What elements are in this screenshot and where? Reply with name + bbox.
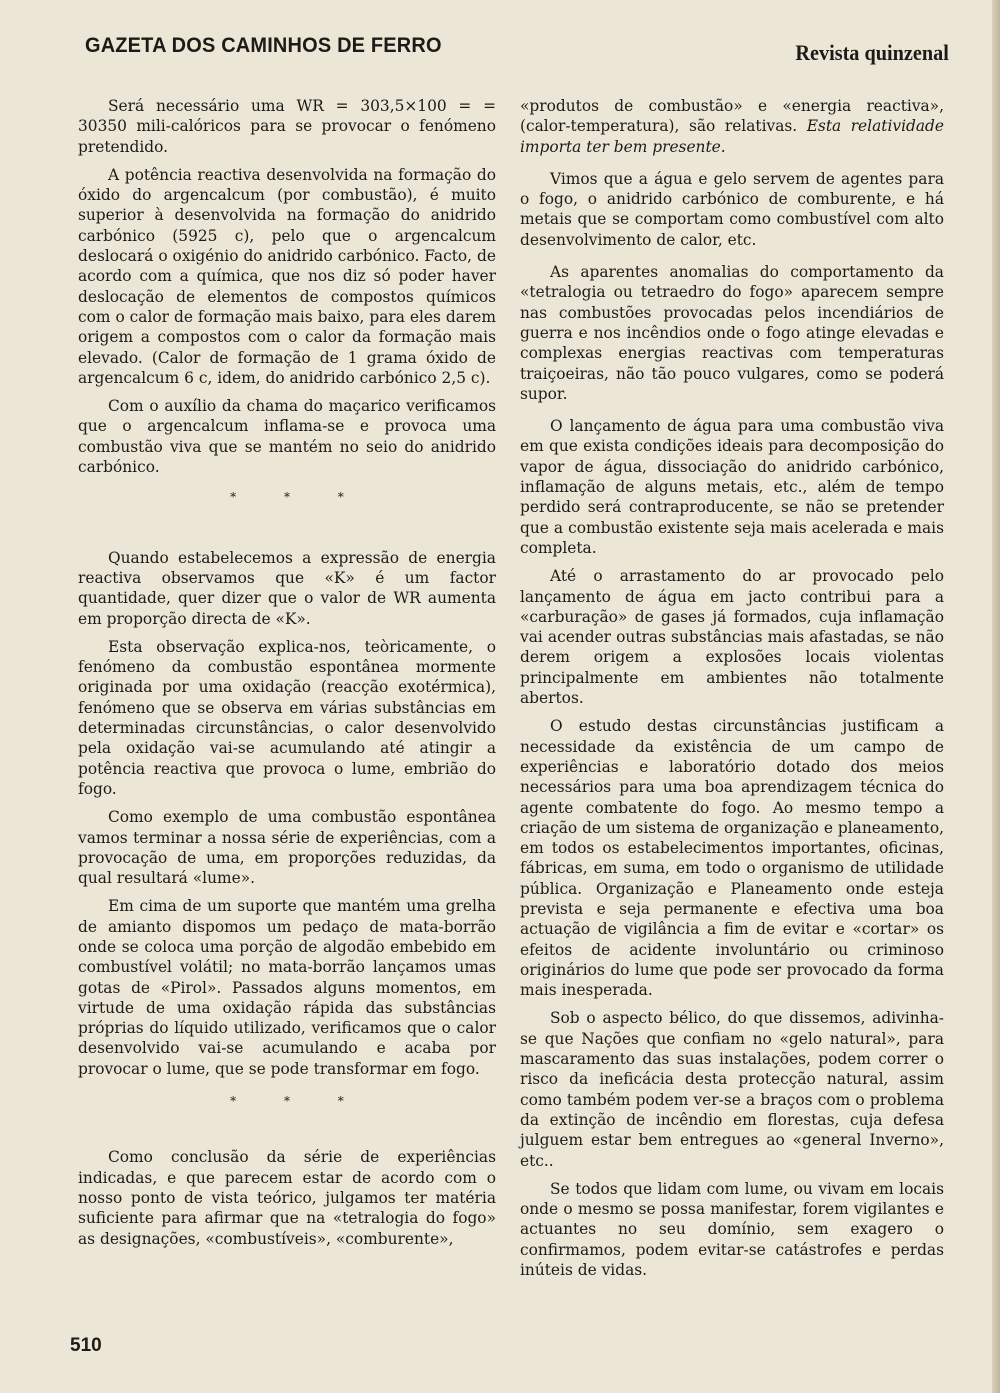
paragraph: Como exemplo de uma combustão espontânea vamos terminar a nossa série de experiências, com a provocação de uma, em proporções reduzidas, da qual resultará «lume». [78, 808, 496, 888]
paragraph: Com o auxílio da chama do maçarico verificamos que o argencalcum inflama-se e provoca uma combustão viva que se mantém no seio do anidrido carbónico. [78, 397, 496, 477]
left-column [78, 96, 496, 1257]
paragraph: Será necessário uma WR = 303,5×100 = = 30350 mili-calóricos para se provocar o fenómeno pretendido. [78, 97, 496, 156]
paragraph: Esta observação explica-nos, teòricamente, o fenómeno da combustão espontânea mormente originada por uma oxidação (reacção exotérmica), fenómeno que se observa em várias substâncias em determinadas circunstâncias, o calor desenvolvido pela oxidação vai-se acumulando até atingir a potência reactiva que provoca o lume, embrião do fogo. [78, 637, 496, 798]
paragraph: A potência reactiva desenvolvida na formação do óxido do argencalcum (por combustão), é muito superior à desenvolvida na formação do anidrido carbónico (5925 c), pelo que o argencalcum deslocará o oxigénio do anidrido carbónico. Facto, de acordo com a química, que nos diz só poder haver deslocação de elementos de compostos químicos com o calor de formação mais baixo, para eles darem origem a compostos com o calor da formação mais elevado. (Calor de formação de 1 grama óxido de argencalcum 6 c, idem, do anidrido carbónico 2,5 c). [78, 165, 496, 387]
paragraph: As aparentes anomalias do comportamento da «tetralogia ou tetraedro do fogo» aparecem sempre nas combustões provocadas pelos incendiários de guerra e nos incêndios onde o fogo atinge elevadas e complexas energias reactivas com temperaturas traiçoeiras, não tão pouco vulgares, como se poderá supor. [520, 263, 944, 403]
paragraph: Como conclusão da série de experiências indicadas, e que parecem estar de acordo com o nosso ponto de vista teórico, julgamos ter matéria suficiente para afirmar que na «tetralogia do fogo» as designações, «combustíveis», «comburente», [78, 1148, 496, 1248]
paragraph: Se todos que lidam com lume, ou vivam em locais onde o mesmo se possa manifestar, forem vigilantes e actuantes no seu domínio, sem exagero o confirmamos, podem evitar-se catástrofes e perdas inúteis de vidas. [520, 1179, 944, 1280]
paragraph: Quando estabelecemos a expressão de energia reactiva observamos que «K» é um factor quantidade, quer dizer que o valor de WR aumenta em proporção directa de «K». [78, 548, 496, 628]
paragraph: Vimos que a água e gelo servem de agentes para o fogo, o anidrido carbónico de comburente, e há metais que se comportam como combustível com alto desenvolvimento de calor, etc. [520, 169, 944, 249]
page-header [85, 30, 949, 70]
paragraph [520, 96, 944, 157]
paragraph-text: «produtos de combustão» e «energia reactiva», (calor-temperatura), são relativas. [520, 97, 944, 136]
page-edge [992, 0, 1000, 1393]
right-column [520, 96, 944, 1288]
paragraph: O estudo destas circunstâncias justificam a necessidade da existência de um campo de experiências e laboratório dotado dos meios necessários para uma boa aprendizagem técnica do agente combatente do fogo. Ao mesmo tempo a criação de um sistema de organização e planeamento, em todos os estabelecimentos importantes, oficinas, fábricas, em suma, em todo o organismo de utilidade pública. Organização e Planeamento onde esteja prevista e seja permanente e efectiva uma boa actuação de vigilância a fim de evitar e «cortar» os efeitos de acidente involuntário ou criminoso originários do lume que pode ser provocado da forma mais inesperada. [520, 717, 944, 1000]
paragraph: O lançamento de água para uma combustão viva em que exista condições ideais para decomposição do vapor de água, dissociação do anidrido carbónico, inflamação de alguns metais, etc., além de tempo perdido será contraproducente, se não se pretender que a combustão existente seja mais acelerada e mais completa. [520, 417, 944, 557]
page-number: 510 [70, 1335, 102, 1356]
italic-emphasis: Esta relatividade importa ter bem presente. [520, 117, 944, 156]
paragraph: Em cima de um suporte que mantém uma grelha de amianto dispomos um pedaço de mata-borrão onde se coloca uma porção de algodão embebido em combustível volátil; no mata-borrão lançamos umas gotas de «Pirol». Passados alguns momentos, em virtude de uma oxidação rápida das substâncias próprias do líquido utilizado, verificamos que o calor desenvolvido vai-se acumulando e acaba por provocar o lume, que se pode transformar em fogo. [78, 897, 496, 1078]
publication-title: GAZETA DOS CAMINHOS DE FERRO [85, 34, 442, 57]
section-separator: * * * [230, 1094, 366, 1109]
paragraph: Até o arrastamento do ar provocado pelo lançamento de água em jacto contribui para a «carburação» de gases já formados, cuja inflamação vai acender outras substâncias mais afastadas, se não derem origem a explosões locais violentas principalmente em ambientes não totalmente abertos. [520, 567, 944, 708]
section-separator: * * * [230, 490, 366, 505]
publication-subtitle: Revista quinzenal [795, 40, 949, 65]
paragraph: Sob o aspecto bélico, do que dissemos, adivinha-se que Nações que confiam no «gelo natural», para mascaramento das suas instalações, podem correr o risco da ineficácia desta protecção natural, assim como também podem ver-se a braços com o problema da extinção de incêndio em florestas, cuja defesa julguem estar bem entregues ao «general Inverno», etc.. [520, 1009, 944, 1170]
